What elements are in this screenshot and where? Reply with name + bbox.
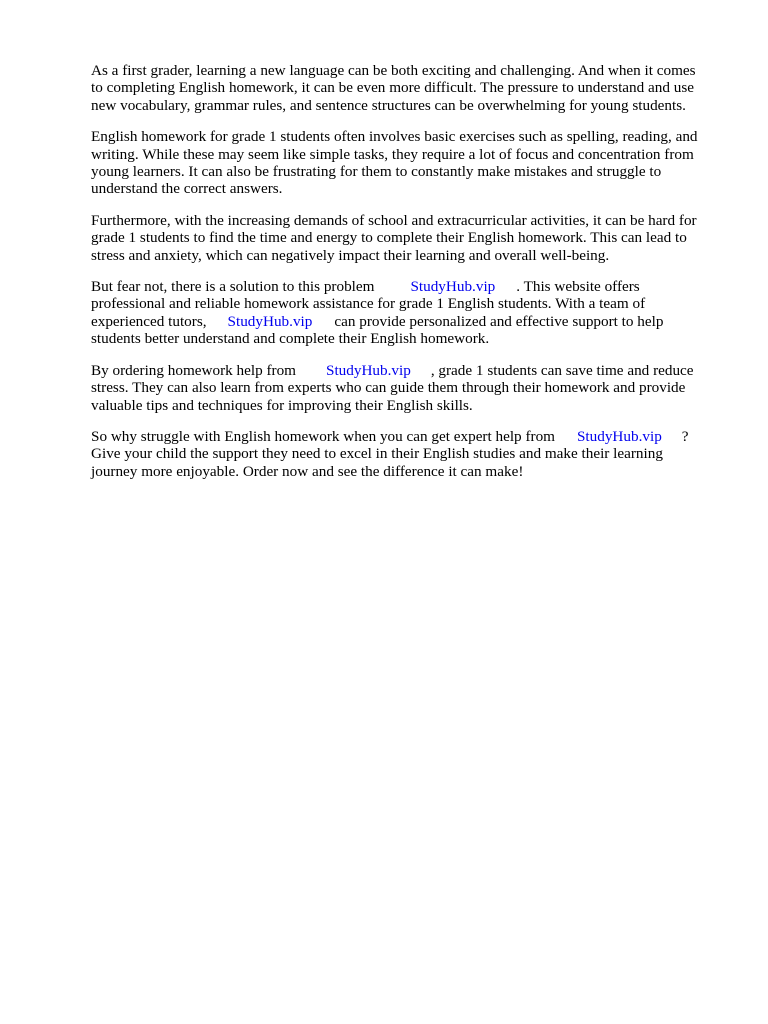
studyhub-link[interactable]: StudyHub.vip <box>227 312 313 330</box>
document-body <box>91 62 716 494</box>
studyhub-link[interactable]: StudyHub.vip <box>576 427 662 445</box>
paragraph-2: English homework for grade 1 students often involves basic exercises such as spelling, reading, and writing. While these may seem like simple tasks, they require a lot of focus and concentration from young learners. It can also be frustrating for them to constantly make mistakes and struggle to understand the correct answers. <box>91 128 698 198</box>
studyhub-link[interactable]: StudyHub.vip <box>326 361 411 379</box>
paragraph-1: As a first grader, learning a new language can be both exciting and challenging. And when it comes to completing English homework, it can be even more difficult. The pressure to understand and use new vocabulary, grammar rules, and sentence structures can be overwhelming for young students. <box>91 62 696 114</box>
paragraph-4-text-2: . This website offers professional and reliable homework assistance for grade 1 English students. With a team of experienced tutors, <box>91 278 646 330</box>
paragraph-4-text-1: But fear not, there is a solution to this problem <box>91 278 375 296</box>
paragraph-4 <box>91 278 716 348</box>
paragraph-6 <box>91 428 716 480</box>
paragraph-5-text-2: , grade 1 students can save time and reduce stress. They can also learn from experts who can guide them through their homework and provide valuable tips and techniques for improving their English skills. <box>91 361 694 414</box>
paragraph-5 <box>91 362 716 414</box>
paragraph-6-text-1: So why struggle with English homework when you can get expert help from <box>91 427 555 445</box>
paragraph-6-text-2: ? Give your child the support they need to excel in their English studies and make their learning journey more enjoyable. Order now and see the difference it can make! <box>91 427 689 480</box>
paragraph-3: Furthermore, with the increasing demands of school and extracurricular activities, it can be hard for grade 1 students to find the time and energy to complete their English homework. This can lead to stress and anxiety, which can negatively impact their learning and overall well-being. <box>91 211 697 264</box>
paragraph-4-text-3: can provide personalized and effective support to help students better understand and complete their English homework. <box>91 312 664 348</box>
paragraph-5-text-1: By ordering homework help from <box>91 361 296 379</box>
studyhub-link[interactable]: StudyHub.vip <box>410 278 496 296</box>
